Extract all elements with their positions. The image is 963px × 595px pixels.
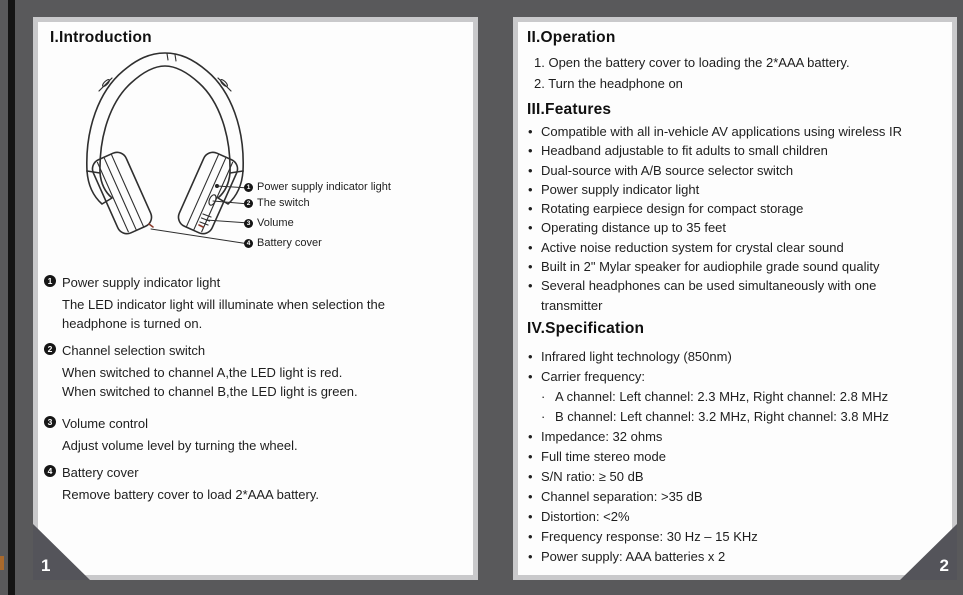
section-heading-features: III.Features <box>527 101 612 118</box>
feature-item: • Dual-source with A/B source selector switch <box>527 161 927 180</box>
bullet-icon: • <box>528 469 533 484</box>
item-text-line: When switched to channel B,the LED light is green. <box>62 384 358 400</box>
spec-item: • Distortion: <2% <box>527 507 889 527</box>
scan-artifact <box>0 556 4 570</box>
feature-item: • Headband adjustable to fit adults to small children <box>527 141 927 160</box>
manual-page-2 <box>513 17 957 580</box>
operation-steps <box>534 52 850 94</box>
sub-bullet-icon: · <box>541 389 546 404</box>
spec-item: • Full time stereo mode <box>527 447 889 467</box>
section-heading-operation: II.Operation <box>527 29 616 46</box>
spec-item: • Power supply: AAA batteries x 2 <box>527 547 889 567</box>
specification-list <box>527 347 889 567</box>
headphones-illustration <box>75 45 255 250</box>
bullet-icon: • <box>528 549 533 564</box>
feature-item: • Active noise reduction system for crystal clear sound <box>527 238 927 257</box>
item-number-badge: 2 <box>44 343 56 355</box>
callout-switch <box>244 198 310 209</box>
spec-subitem: · A channel: Left channel: 2.3 MHz, Right channel: 2.8 MHz <box>527 387 889 407</box>
callout-number-badge: 4 <box>244 239 253 248</box>
item-text-line: Adjust volume level by turning the wheel. <box>62 438 298 453</box>
item-number-badge: 1 <box>44 275 56 287</box>
page-number: 2 <box>939 556 949 575</box>
item-text-line: headphone is turned on. <box>62 316 203 332</box>
bullet-icon: • <box>528 220 533 236</box>
item-text-line: The LED indicator light will illuminate when selection the <box>62 297 385 312</box>
callout-battery-cover <box>244 238 322 249</box>
bullet-icon: • <box>528 239 533 255</box>
intro-item-power-indicator <box>44 273 462 334</box>
intro-item-volume-control <box>44 414 462 455</box>
callout-label: Volume <box>257 217 294 229</box>
feature-item: • Power supply indicator light <box>527 180 927 199</box>
features-list <box>527 122 927 315</box>
bullet-icon: • <box>528 143 533 159</box>
item-number-badge: 3 <box>44 416 56 428</box>
spec-item: • S/N ratio: ≥ 50 dB <box>527 467 889 487</box>
feature-item: • Operating distance up to 35 feet <box>527 218 927 237</box>
callout-power-indicator <box>244 182 391 193</box>
bullet-icon: • <box>528 124 533 139</box>
operation-step: 2. Turn the headphone on <box>534 76 683 91</box>
spec-item: • Channel separation: >35 dB <box>527 487 889 507</box>
bullet-icon: • <box>528 509 533 524</box>
bullet-icon: • <box>528 201 533 217</box>
feature-item: • Several headphones can be used simultaneously with one transmitter <box>528 278 877 313</box>
section-heading-specification: IV.Specification <box>527 320 645 337</box>
item-number-badge: 4 <box>44 465 56 477</box>
sub-bullet-icon: · <box>541 409 546 424</box>
item-text-line: Remove battery cover to load 2*AAA battery. <box>62 487 320 502</box>
spec-subitem: · B channel: Left channel: 3.2 MHz, Right channel: 3.8 MHz <box>527 407 889 427</box>
callout-number-badge: 2 <box>244 199 253 208</box>
bullet-icon: • <box>528 162 533 178</box>
page-title: I.Introduction <box>50 29 152 46</box>
spec-item: • Frequency response: 30 Hz – 15 KHz <box>527 527 889 547</box>
bullet-icon: • <box>528 529 533 544</box>
spec-item: • Infrared light technology (850nm) <box>527 347 889 367</box>
callout-label: Power supply indicator light <box>257 181 391 193</box>
feature-item: • Compatible with all in-vehicle AV applications using wireless IR <box>527 122 927 141</box>
callout-label: Battery cover <box>257 237 322 249</box>
item-title: Power supply indicator light <box>62 275 221 290</box>
item-title: Channel selection switch <box>62 343 206 358</box>
feature-item: • Rotating earpiece design for compact storage <box>527 199 927 218</box>
bullet-icon: • <box>528 449 533 464</box>
page-number: 1 <box>41 556 51 575</box>
bullet-icon: • <box>528 369 533 384</box>
feature-item: • Built in 2" Mylar speaker for audiophile grade sound quality <box>527 257 927 276</box>
bullet-icon: • <box>528 429 533 444</box>
callout-volume <box>244 218 294 229</box>
callout-number-badge: 1 <box>244 183 253 192</box>
right-earcup <box>175 149 240 237</box>
booklet-spine-edge <box>8 0 15 595</box>
manual-page-1 <box>33 17 478 580</box>
item-text-line: When switched to channel A,the LED light is red. <box>62 365 343 380</box>
spec-item: • Carrier frequency: <box>527 367 889 387</box>
operation-step: 1. Open the battery cover to loading the 2*AAA battery. <box>534 55 850 70</box>
callout-number-badge: 3 <box>244 219 253 228</box>
bullet-icon: • <box>528 181 533 197</box>
spec-item: • Impedance: 32 ohms <box>527 427 889 447</box>
bullet-icon: • <box>528 349 533 364</box>
callout-label: The switch <box>257 197 310 209</box>
intro-item-channel-switch <box>44 341 462 402</box>
left-earcup <box>89 149 154 237</box>
item-title: Battery cover <box>62 465 139 480</box>
item-title: Volume control <box>62 416 148 431</box>
bullet-icon: • <box>528 489 533 504</box>
yoke-forks <box>87 171 243 204</box>
bullet-icon: • <box>528 278 533 294</box>
bullet-icon: • <box>528 259 533 275</box>
intro-item-battery-cover <box>44 463 462 504</box>
